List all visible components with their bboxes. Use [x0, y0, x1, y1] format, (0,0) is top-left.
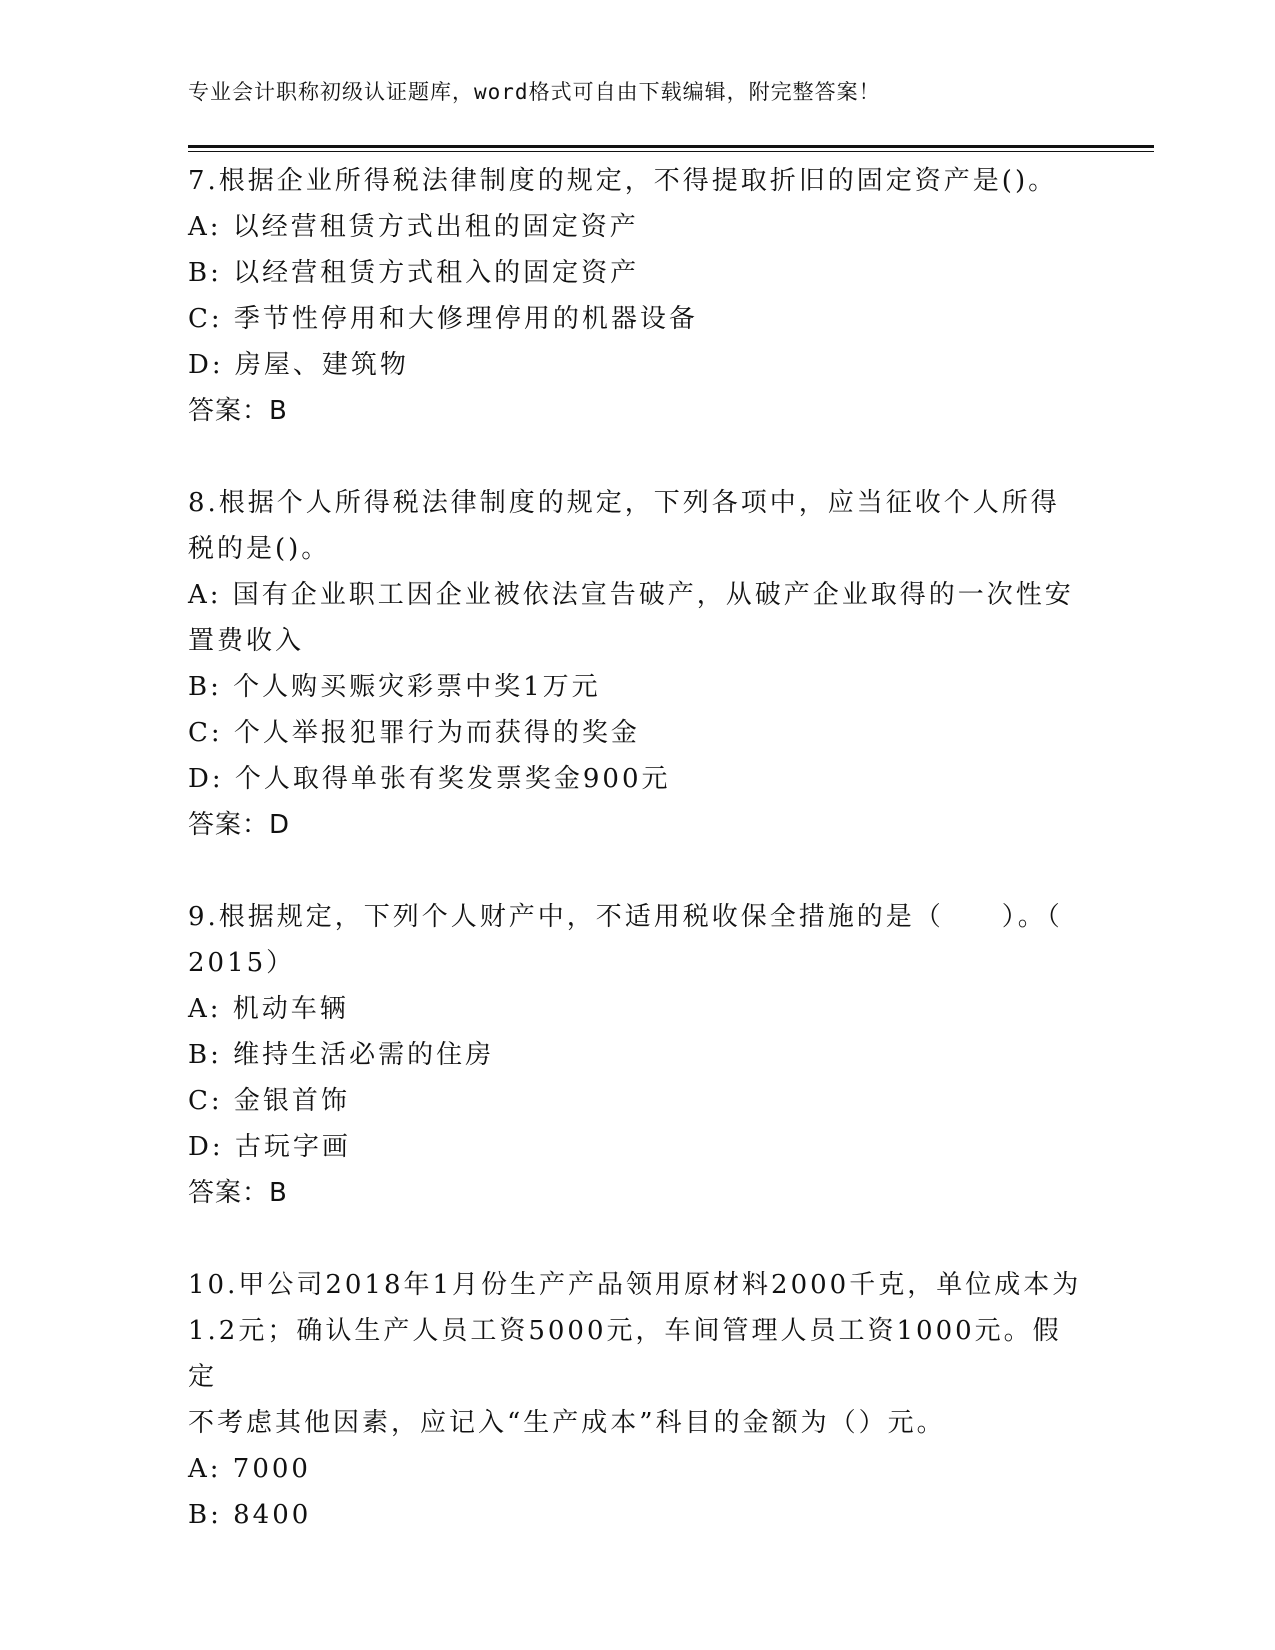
- question-block: [188, 158, 1088, 434]
- option-line: A: 机动车辆: [188, 994, 349, 1024]
- question-stem-line: 税的是()。: [188, 534, 331, 564]
- question-spacer: [188, 848, 1088, 894]
- option-line: D: 个人取得单张有奖发票奖金900元: [188, 764, 671, 794]
- question-spacer: [188, 434, 1088, 480]
- option-line: B: 以经营租赁方式租入的固定资产: [188, 258, 640, 288]
- option-line: A: 7000: [188, 1454, 311, 1484]
- question-stem-line: 1.2元；确认生产人员工资5000元，车间管理人员工资1000元。假定: [188, 1316, 1062, 1392]
- header-rule-thick: [188, 145, 1154, 148]
- header-rule-thin: [188, 151, 1154, 152]
- question-block: [188, 480, 1088, 848]
- question-block: [188, 894, 1088, 1216]
- option-line: D: 古玩字画: [188, 1132, 351, 1162]
- question-stem-line: 2015）: [188, 948, 296, 978]
- option-line: C: 季节性停用和大修理停用的机器设备: [188, 304, 698, 334]
- question-stem-line: 8.根据个人所得税法律制度的规定，下列各项中，应当征收个人所得: [188, 488, 1060, 518]
- option-line: 置费收入: [188, 626, 305, 656]
- question-block: [188, 1262, 1088, 1538]
- answer-line: 答案：B: [188, 1178, 288, 1208]
- answer-line: 答案：B: [188, 396, 288, 426]
- option-line: B: 维持生活必需的住房: [188, 1040, 495, 1070]
- option-line: C: 金银首饰: [188, 1086, 350, 1116]
- answer-line: 答案：D: [188, 810, 291, 840]
- question-stem-line: 7.根据企业所得税法律制度的规定，不得提取折旧的固定资产是()。: [188, 166, 1058, 196]
- question-spacer: [188, 1216, 1088, 1262]
- option-line: A: 国有企业职工因企业被依法宣告破产，从破产企业取得的一次性安: [188, 580, 1074, 610]
- question-stem-line: 不考虑其他因素，应记入“生产成本”科目的金额为（）元。: [188, 1408, 946, 1438]
- option-line: B: 8400: [188, 1500, 312, 1530]
- option-line: D: 房屋、建筑物: [188, 350, 409, 380]
- option-line: B: 个人购买赈灾彩票中奖1万元: [188, 672, 601, 702]
- page-header: 专业会计职称初级认证题库，word格式可自由下载编辑，附完整答案！: [188, 80, 881, 104]
- option-line: C: 个人举报犯罪行为而获得的奖金: [188, 718, 640, 748]
- option-line: A: 以经营租赁方式出租的固定资产: [188, 212, 639, 242]
- question-stem-line: 9.根据规定，下列个人财产中，不适用税收保全措施的是（ ）。（: [188, 902, 1063, 932]
- question-list: [188, 158, 1088, 1538]
- question-stem-line: 10.甲公司2018年1月份生产产品领用原材料2000千克，单位成本为: [188, 1270, 1082, 1300]
